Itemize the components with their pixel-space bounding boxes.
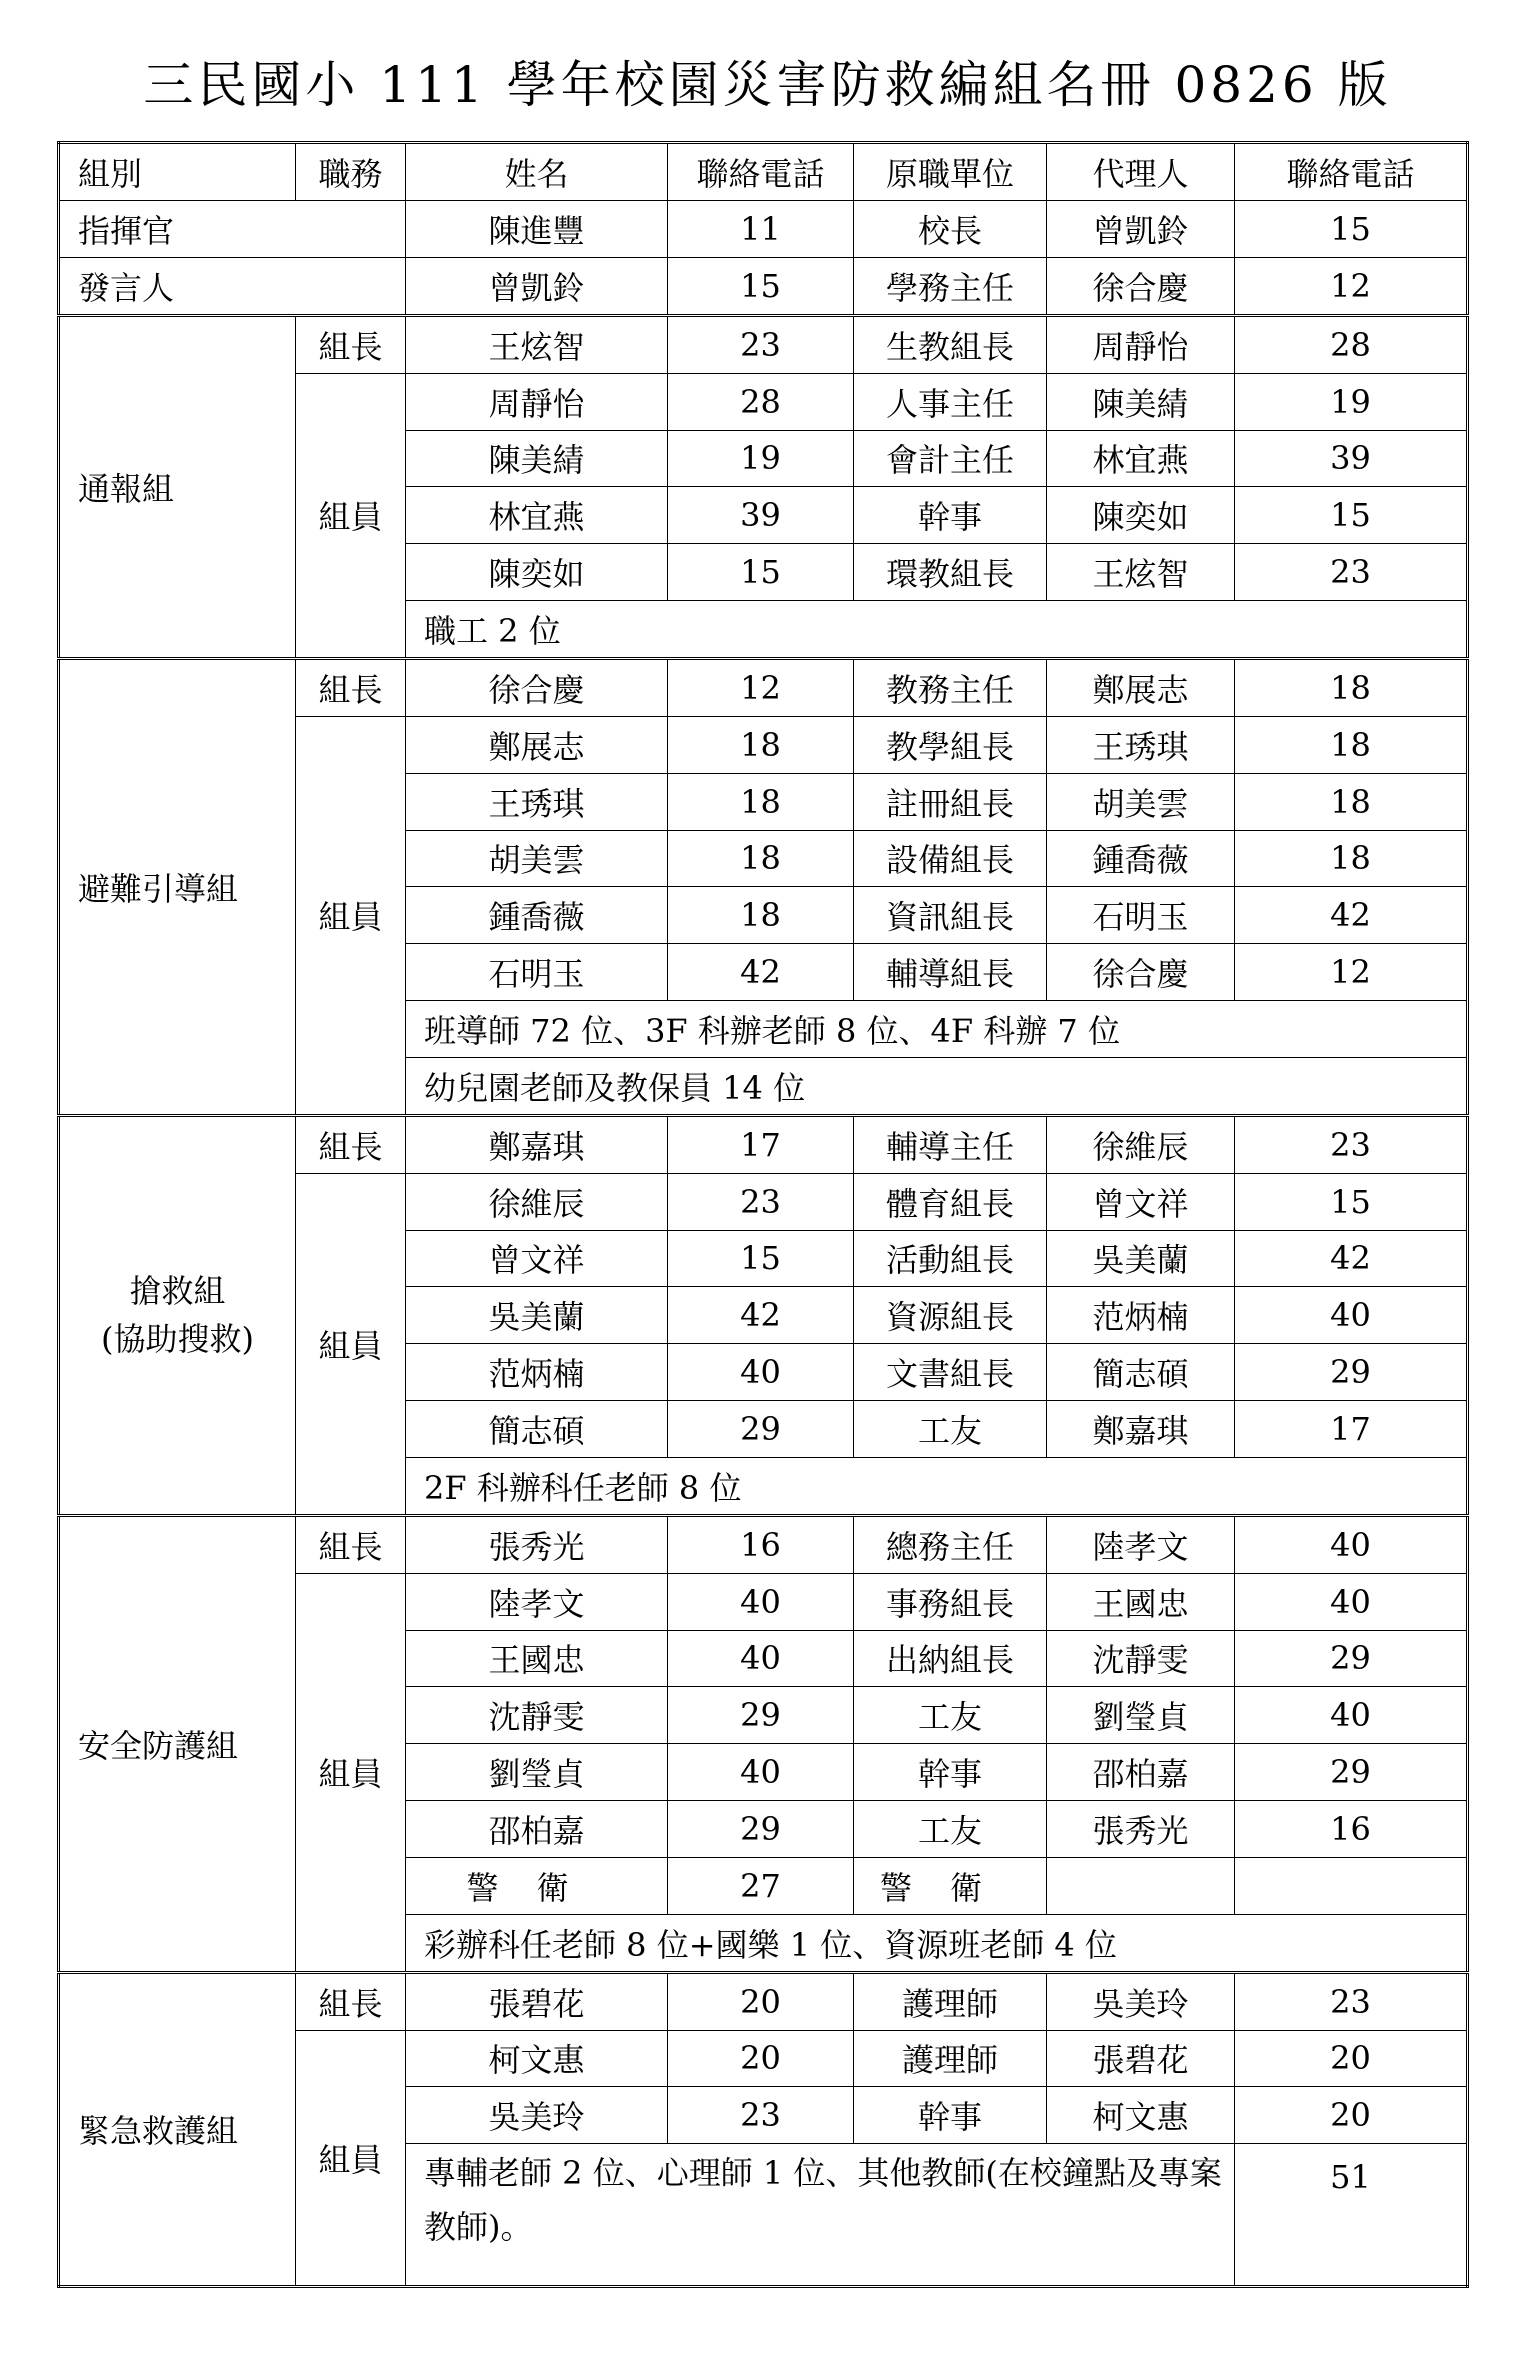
phone-cell: 40: [668, 1630, 854, 1687]
unit-cell: 學務主任: [854, 257, 1047, 315]
name-cell: 周靜怡: [406, 373, 668, 430]
proxy-phone-cell: 51: [1235, 2144, 1468, 2287]
proxy-phone-cell: 29: [1235, 1744, 1468, 1801]
proxy-cell: 鄭展志: [1047, 658, 1235, 716]
table-row: [59, 658, 1468, 716]
proxy-cell: 胡美雲: [1047, 773, 1235, 830]
group-name-cell: 安全防護組: [59, 1515, 296, 1972]
proxy-phone-cell: 40: [1235, 1687, 1468, 1744]
proxy-phone-cell: 15: [1235, 1173, 1468, 1230]
unit-cell: 輔導主任: [854, 1115, 1047, 1173]
phone-cell: 12: [668, 658, 854, 716]
phone-cell: 40: [668, 1744, 854, 1801]
phone-cell: 29: [668, 1800, 854, 1857]
group-cell: 指揮官: [59, 201, 406, 258]
phone-cell: 18: [668, 887, 854, 944]
proxy-cell: 陸孝文: [1047, 1515, 1235, 1573]
proxy-phone-cell: 42: [1235, 1230, 1468, 1287]
phone-cell: 20: [668, 2030, 854, 2087]
header-phone: 聯絡電話: [668, 143, 854, 201]
role-cell: 組長: [296, 1972, 406, 2030]
proxy-cell: 鍾喬薇: [1047, 830, 1235, 887]
proxy-cell: 張碧花: [1047, 2030, 1235, 2087]
role-cell: 組員: [296, 716, 406, 1115]
name-cell: 林宜燕: [406, 487, 668, 544]
phone-cell: 18: [668, 716, 854, 773]
header-name: 姓名: [406, 143, 668, 201]
unit-cell: 幹事: [854, 487, 1047, 544]
phone-cell: 29: [668, 1687, 854, 1744]
proxy-phone-cell: 18: [1235, 658, 1468, 716]
roster-table: [57, 141, 1469, 2288]
name-cell: 王國忠: [406, 1630, 668, 1687]
proxy-cell: [1047, 1857, 1235, 1914]
role-cell: 組員: [296, 1173, 406, 1515]
unit-cell: 設備組長: [854, 830, 1047, 887]
name-cell: 吳美蘭: [406, 1287, 668, 1344]
header-proxy: 代理人: [1047, 143, 1235, 201]
unit-cell: 教務主任: [854, 658, 1047, 716]
guard-unit: 警衛: [879, 1868, 1020, 1907]
name-cell: 陳進豐: [406, 201, 668, 258]
name-cell: 張秀光: [406, 1515, 668, 1573]
note-cell: 班導師 72 位、3F 科辦老師 8 位、4F 科辦 7 位: [406, 1000, 1468, 1057]
header-unit: 原職單位: [854, 143, 1047, 201]
proxy-phone-cell: 15: [1235, 487, 1468, 544]
name-cell: 陳美綪: [406, 430, 668, 487]
phone-cell: 18: [668, 830, 854, 887]
name-cell: 柯文惠: [406, 2030, 668, 2087]
unit-cell: 事務組長: [854, 1573, 1047, 1630]
role-cell: 組員: [296, 1573, 406, 1972]
phone-cell: 15: [668, 544, 854, 601]
name-cell: 沈靜雯: [406, 1687, 668, 1744]
role-cell: 組員: [296, 373, 406, 658]
note-cell: 職工 2 位: [406, 600, 1468, 658]
proxy-phone-cell: 28: [1235, 315, 1468, 373]
phone-cell: 42: [668, 944, 854, 1001]
name-cell: 王炫智: [406, 315, 668, 373]
unit-cell: 工友: [854, 1400, 1047, 1457]
proxy-cell: 王琇琪: [1047, 716, 1235, 773]
proxy-cell: 徐維辰: [1047, 1115, 1235, 1173]
proxy-cell: 沈靜雯: [1047, 1630, 1235, 1687]
unit-cell: 總務主任: [854, 1515, 1047, 1573]
proxy-phone-cell: 17: [1235, 1400, 1468, 1457]
phone-cell: 23: [668, 2087, 854, 2144]
proxy-phone-cell: 12: [1235, 944, 1468, 1001]
proxy-phone-cell: 23: [1235, 1972, 1468, 2030]
phone-cell: 29: [668, 1400, 854, 1457]
note-cell: 專輔老師 2 位、心理師 1 位、其他教師(在校鐘點及專案教師)。: [406, 2144, 1235, 2287]
name-cell: 徐合慶: [406, 658, 668, 716]
unit-cell: 體育組長: [854, 1173, 1047, 1230]
header-proxy-phone: 聯絡電話: [1235, 143, 1468, 201]
name-cell: 石明玉: [406, 944, 668, 1001]
proxy-phone-cell: 39: [1235, 430, 1468, 487]
proxy-phone-cell: 29: [1235, 1630, 1468, 1687]
unit-cell: 護理師: [854, 1972, 1047, 2030]
name-cell: 范炳楠: [406, 1344, 668, 1401]
phone-cell: 20: [668, 1972, 854, 2030]
proxy-cell: 邵柏嘉: [1047, 1744, 1235, 1801]
proxy-cell: 陳奕如: [1047, 487, 1235, 544]
proxy-phone-cell: 29: [1235, 1344, 1468, 1401]
proxy-cell: 張秀光: [1047, 1800, 1235, 1857]
table-row: [59, 1972, 1468, 2030]
proxy-cell: 王炫智: [1047, 544, 1235, 601]
phone-cell: 11: [668, 201, 854, 258]
phone-cell: 17: [668, 1115, 854, 1173]
phone-cell: 15: [668, 257, 854, 315]
name-cell: 曾凱鈴: [406, 257, 668, 315]
note-cell: 彩辦科任老師 8 位+國樂 1 位、資源班老師 4 位: [406, 1914, 1468, 1972]
phone-cell: 27: [668, 1857, 854, 1914]
unit-cell: 教學組長: [854, 716, 1047, 773]
table-row: [59, 315, 1468, 373]
proxy-phone-cell: 18: [1235, 830, 1468, 887]
phone-cell: 16: [668, 1515, 854, 1573]
phone-cell: 23: [668, 1173, 854, 1230]
proxy-cell: 徐合慶: [1047, 944, 1235, 1001]
proxy-phone-cell: 20: [1235, 2030, 1468, 2087]
proxy-phone-cell: 19: [1235, 373, 1468, 430]
proxy-cell: 范炳楠: [1047, 1287, 1235, 1344]
unit-cell: 文書組長: [854, 1344, 1047, 1401]
note-cell: 幼兒園老師及教保員 14 位: [406, 1057, 1468, 1115]
unit-cell: 資源組長: [854, 1287, 1047, 1344]
name-cell: [406, 1857, 668, 1914]
proxy-cell: 徐合慶: [1047, 257, 1235, 315]
proxy-cell: 吳美蘭: [1047, 1230, 1235, 1287]
table-row: [59, 1115, 1468, 1173]
unit-cell: 資訊組長: [854, 887, 1047, 944]
unit-cell: 工友: [854, 1800, 1047, 1857]
proxy-phone-cell: 40: [1235, 1573, 1468, 1630]
unit-cell: 護理師: [854, 2030, 1047, 2087]
role-cell: 組長: [296, 658, 406, 716]
proxy-phone-cell: 40: [1235, 1515, 1468, 1573]
proxy-phone-cell: 42: [1235, 887, 1468, 944]
name-cell: 鍾喬薇: [406, 887, 668, 944]
proxy-phone-cell: 23: [1235, 544, 1468, 601]
name-cell: 鄭展志: [406, 716, 668, 773]
proxy-cell: 陳美綪: [1047, 373, 1235, 430]
unit-cell: 會計主任: [854, 430, 1047, 487]
proxy-phone-cell: [1235, 1857, 1468, 1914]
proxy-phone-cell: 15: [1235, 201, 1468, 258]
phone-cell: 19: [668, 430, 854, 487]
unit-cell: 生教組長: [854, 315, 1047, 373]
name-cell: 吳美玲: [406, 2087, 668, 2144]
phone-cell: 40: [668, 1573, 854, 1630]
table-row: [59, 201, 1468, 258]
group-name-cell: 通報組: [59, 315, 296, 658]
group-name-cell: 避難引導組: [59, 658, 296, 1115]
role-cell: 組長: [296, 1515, 406, 1573]
name-cell: 劉瑩貞: [406, 1744, 668, 1801]
phone-cell: 40: [668, 1344, 854, 1401]
phone-cell: 23: [668, 315, 854, 373]
proxy-cell: 王國忠: [1047, 1573, 1235, 1630]
name-cell: 徐維辰: [406, 1173, 668, 1230]
name-cell: 陳奕如: [406, 544, 668, 601]
group-name-cell: [59, 1115, 296, 1515]
group-cell: 發言人: [59, 257, 406, 315]
name-cell: 曾文祥: [406, 1230, 668, 1287]
proxy-cell: 曾凱鈴: [1047, 201, 1235, 258]
proxy-phone-cell: 16: [1235, 1800, 1468, 1857]
header-group: 組別: [59, 143, 296, 201]
unit-cell: 幹事: [854, 1744, 1047, 1801]
phone-cell: 39: [668, 487, 854, 544]
phone-cell: 18: [668, 773, 854, 830]
unit-cell: 註冊組長: [854, 773, 1047, 830]
phone-cell: 42: [668, 1287, 854, 1344]
proxy-cell: 周靜怡: [1047, 315, 1235, 373]
table-row: [59, 1515, 1468, 1573]
name-cell: 張碧花: [406, 1972, 668, 2030]
unit-cell: 環教組長: [854, 544, 1047, 601]
table-row: [59, 257, 1468, 315]
unit-cell: 輔導組長: [854, 944, 1047, 1001]
proxy-cell: 林宜燕: [1047, 430, 1235, 487]
proxy-phone-cell: 23: [1235, 1115, 1468, 1173]
proxy-cell: 鄭嘉琪: [1047, 1400, 1235, 1457]
group-name-cell: 緊急救護組: [59, 1972, 296, 2286]
group-name-line: (協助搜救): [101, 1320, 254, 1359]
unit-cell: 工友: [854, 1687, 1047, 1744]
name-cell: 王琇琪: [406, 773, 668, 830]
proxy-cell: 劉瑩貞: [1047, 1687, 1235, 1744]
unit-cell: 人事主任: [854, 373, 1047, 430]
proxy-cell: 吳美玲: [1047, 1972, 1235, 2030]
phone-cell: 28: [668, 373, 854, 430]
role-cell: 組長: [296, 315, 406, 373]
proxy-cell: 簡志碩: [1047, 1344, 1235, 1401]
group-name-line: 搶救組: [129, 1272, 226, 1311]
role-cell: 組長: [296, 1115, 406, 1173]
name-cell: 簡志碩: [406, 1400, 668, 1457]
proxy-phone-cell: 40: [1235, 1287, 1468, 1344]
unit-cell: 出納組長: [854, 1630, 1047, 1687]
proxy-phone-cell: 18: [1235, 716, 1468, 773]
unit-cell: [854, 1857, 1047, 1914]
name-cell: 鄭嘉琪: [406, 1115, 668, 1173]
page-title: 三民國小 111 學年校園災害防救編組名冊 0826 版: [143, 56, 1392, 114]
proxy-phone-cell: 18: [1235, 773, 1468, 830]
unit-cell: 幹事: [854, 2087, 1047, 2144]
proxy-cell: 柯文惠: [1047, 2087, 1235, 2144]
unit-cell: 活動組長: [854, 1230, 1047, 1287]
role-cell: 組員: [296, 2030, 406, 2286]
name-cell: 邵柏嘉: [406, 1800, 668, 1857]
name-cell: 陸孝文: [406, 1573, 668, 1630]
proxy-phone-cell: 12: [1235, 257, 1468, 315]
header-row: [59, 143, 1468, 201]
guard-name: 警衛: [466, 1868, 607, 1907]
phone-cell: 15: [668, 1230, 854, 1287]
note-cell: 2F 科辦科任老師 8 位: [406, 1457, 1468, 1515]
unit-cell: 校長: [854, 201, 1047, 258]
header-role: 職務: [296, 143, 406, 201]
proxy-cell: 曾文祥: [1047, 1173, 1235, 1230]
proxy-cell: 石明玉: [1047, 887, 1235, 944]
name-cell: 胡美雲: [406, 830, 668, 887]
proxy-phone-cell: 20: [1235, 2087, 1468, 2144]
